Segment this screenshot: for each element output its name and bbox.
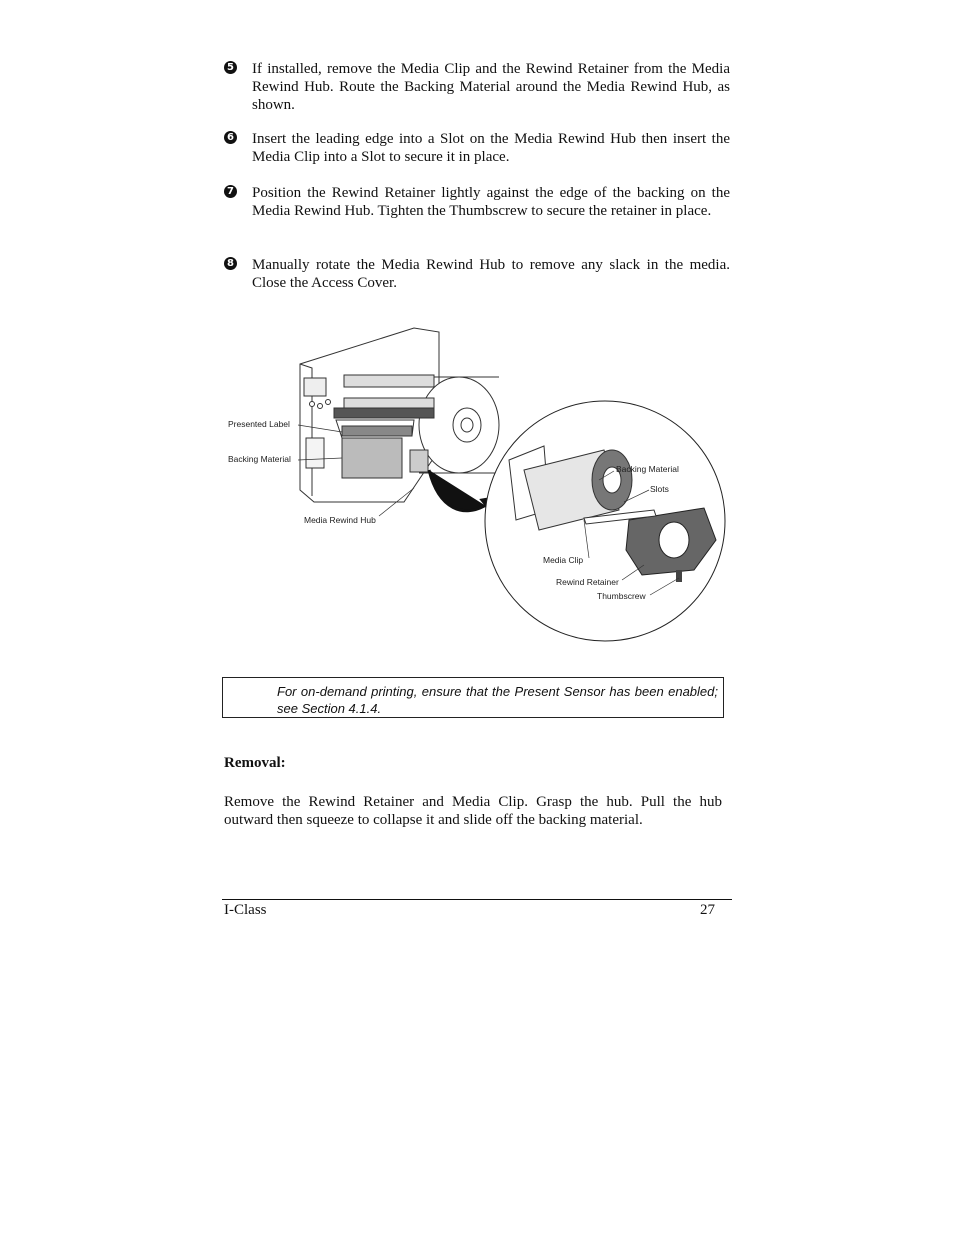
label-backing-material-left: Backing Material [228,454,291,464]
step-text: Insert the leading edge into a Slot on the Media Rewind Hub then insert the Media Clip into a Slot to secure it in place. [252,131,730,165]
removal-text: Remove the Rewind Retainer and Media Clip. Grasp the hub. Pull the hub outward then squeeze to collapse it and slide off the backing material. [224,794,722,828]
step-number-icon: 6 [224,131,237,144]
note-text: For on-demand printing, ensure that the Present Sensor has been enabled; see Section 4.1.4. [277,684,718,716]
step-7 [224,184,730,220]
note-box [222,677,724,718]
removal-heading: Removal: [224,755,286,771]
step-text: Manually rotate the Media Rewind Hub to remove any slack in the media. Close the Access Cover. [252,257,730,291]
printer-drawing [300,328,499,502]
curved-arrow-icon [429,470,494,511]
footer-divider [222,899,732,900]
step-text: Position the Rewind Retainer lightly against the edge of the backing on the Media Rewind Hub. Tighten the Thumbscrew to secure the retainer in place. [252,185,730,219]
label-thumbscrew: Thumbscrew [597,591,646,601]
step-text: If installed, remove the Media Clip and the Rewind Retainer from the Media Rewind Hub. Route the Backing Material around the Media Rewind Hub, as shown. [252,61,730,113]
footer-product-name: I-Class [224,902,267,918]
label-backing-material-right: Backing Material [616,464,679,474]
label-slots: Slots [650,484,669,494]
step-number-icon: 8 [224,257,237,270]
label-media-rewind-hub: Media Rewind Hub [304,515,376,525]
step-number-icon: 7 [224,185,237,198]
label-presented-label: Presented Label [228,419,290,429]
footer-page-number: 27 [700,902,715,918]
step-6 [224,130,730,166]
label-media-clip: Media Clip [543,555,584,565]
label-rewind-retainer: Rewind Retainer [556,577,619,587]
step-number-icon: 5 [224,61,237,74]
detail-circle [485,401,725,641]
printer-rewind-illustration [224,320,734,645]
step-5 [224,60,730,114]
step-8 [224,256,730,292]
